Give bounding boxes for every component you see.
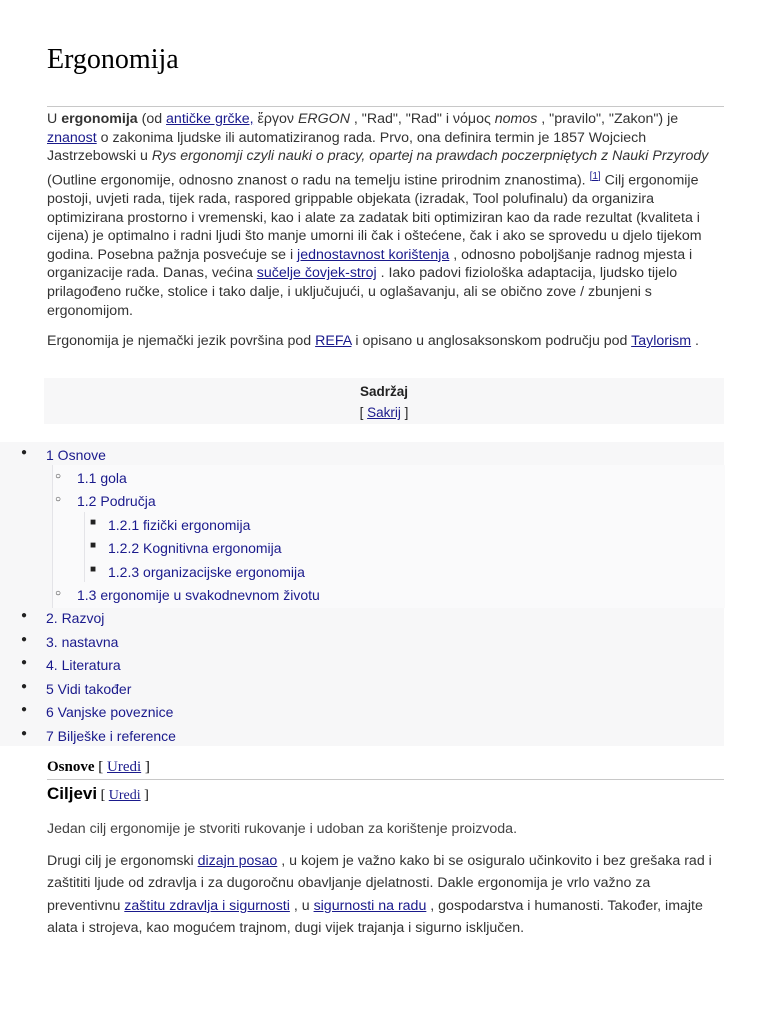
goal-paragraph-2: Drugi cilj je ergonomski dizajn posao , u kojem je važno kako bi se osiguralo učinkovito i bez grešaka rad i zaštititi ljude od zdravlja i za dugoročnu obavljanje djelatnosti. Dakle ergonomija je vrlo važno za preventivnu zaštitu zdravlja i sigurnosti , u sigurnosti na radu , gospodarstva i humanosti. Također, imajte alata i strojeva, kao mogućem trajnom, dugi vijek trajanja i sigurno isključen. (47, 853, 712, 936)
refa-paragraph: Ergonomija je njemački jezik površina pod REFA i opisano u anglosaksonskom području pod Taylorism . (47, 333, 699, 349)
bullet-icon: ● (21, 657, 28, 668)
toc-item-vanjske[interactable]: 6 Vanjske poveznice (46, 704, 174, 720)
square-bullet-icon: ■ (90, 564, 97, 575)
link-zastita-zdravlja[interactable]: zaštitu zdravlja i sigurnosti (124, 897, 290, 914)
page-title: Ergonomija (47, 44, 179, 75)
link-sucelje[interactable]: sučelje čovjek-stroj (256, 265, 377, 282)
link-znanost[interactable]: znanost (47, 129, 97, 146)
section-heading-ciljevi: Ciljevi [ Uredi ] (47, 784, 149, 803)
edit-link-ciljevi[interactable]: Uredi (108, 788, 141, 803)
reference-link[interactable]: [1] (589, 170, 601, 182)
title-divider (47, 106, 724, 107)
section-divider (47, 779, 724, 780)
bullet-icon: ● (21, 447, 28, 458)
toc-list (0, 442, 724, 746)
link-dizajn-posao[interactable]: dizajn posao (197, 853, 278, 869)
link-refa[interactable]: REFA (315, 333, 352, 349)
toc-item-kognitivna[interactable]: 1.2.2 Kognitivna ergonomija (108, 540, 282, 556)
section-heading-osnove: Osnove [ Uredi ] (47, 759, 150, 775)
edit-link-osnove[interactable]: Uredi (107, 759, 142, 775)
bullet-icon: ● (21, 681, 28, 692)
toc-item-osnove[interactable]: 1 Osnove (46, 447, 106, 463)
circle-bullet-icon: ○ (55, 494, 62, 505)
toc-item-svakodnevni[interactable]: 1.3 ergonomije u svakodnevnom životu (77, 587, 320, 603)
toc-title: Sadržaj (359, 384, 409, 399)
bullet-icon: ● (21, 610, 28, 621)
bullet-icon: ● (21, 704, 28, 715)
goal-paragraph-1: Jedan cilj ergonomije je stvoriti rukovanje i udoban za korištenje proizvoda. (47, 821, 518, 837)
toc-item-fizicki[interactable]: 1.2.1 fizički ergonomija (108, 517, 251, 533)
toc-hide-link[interactable]: Sakrij (367, 405, 401, 420)
toc-item-vidi[interactable]: 5 Vidi također (46, 681, 132, 697)
square-bullet-icon: ■ (90, 517, 97, 528)
link-anticke-grcke[interactable]: antičke grčke, (166, 111, 254, 127)
toc-hide-toggle: [ Sakrij ] (359, 405, 409, 420)
link-taylorism[interactable]: Taylorism (631, 333, 692, 349)
toc-item-gola[interactable]: 1.1 gola (77, 470, 127, 486)
intro-paragraph: U ergonomija (od antičke grčke, ἔργον ERGON , "Rad", "Rad" i νόμος nomos , "pravilo", "Zakon") je znanost o zakonima ljudske ili automatiziranog rada. Prvo, ona definira termin je 1857 Wojciech Jastrzebowski u Rys ergonomji czyli nauki o pracy, opartej na prawdach poczerpniętych z Nauki Przyrody (Outline ergonomije, odnosno znanost o radu na temelju istine prirodnim znanostima). [1] Cilj ergonomije postoji, uvjeti rada, tijek rada, raspored grippable objekata (izradak, Tool polufinalu) da organizira optimizirana prostorno i vremenski, kao i alate za zadatak biti optimiziran kao da rade rezultat (kvaliteta i cijena) je optimalno i radni ljudi što manje umorni ili čak i oštećene, čak i ako se sprovedu u djelo tijekom godina. Posebna pažnja posvećuje se i jednostavnost korištenja , odnosno poboljšanje radnog mjesta i organizacije rada. Danas, većina sučelje čovjek-stroj . Iako padovi fiziološka adaptacija, ljudsko tijelo prilagođeno ručke, stolice i tako dalje, i uključujući, u oglašavanju, ali se obično zove / zbunjeni s ergonomijom. (47, 111, 709, 319)
toc-header (44, 378, 724, 424)
toc-item-organizacijske[interactable]: 1.2.3 organizacijske ergonomija (108, 564, 305, 580)
circle-bullet-icon: ○ (55, 588, 62, 599)
toc-item-razvoj[interactable]: 2. Razvoj (46, 610, 105, 626)
bullet-icon: ● (21, 634, 28, 645)
bullet-icon: ● (21, 728, 28, 739)
toc-item-nastavna[interactable]: 3. nastavna (46, 634, 119, 650)
link-jednostavnost[interactable]: jednostavnost korištenja (297, 246, 450, 263)
square-bullet-icon: ■ (90, 540, 97, 551)
toc-item-biljeske[interactable]: 7 Bilješke i reference (46, 728, 176, 744)
circle-bullet-icon: ○ (55, 471, 62, 482)
link-sigurnost-na-radu[interactable]: sigurnosti na radu (313, 897, 427, 914)
toc-item-literatura[interactable]: 4. Literatura (46, 657, 121, 673)
toc-item-podrucja[interactable]: 1.2 Područja (77, 493, 156, 509)
